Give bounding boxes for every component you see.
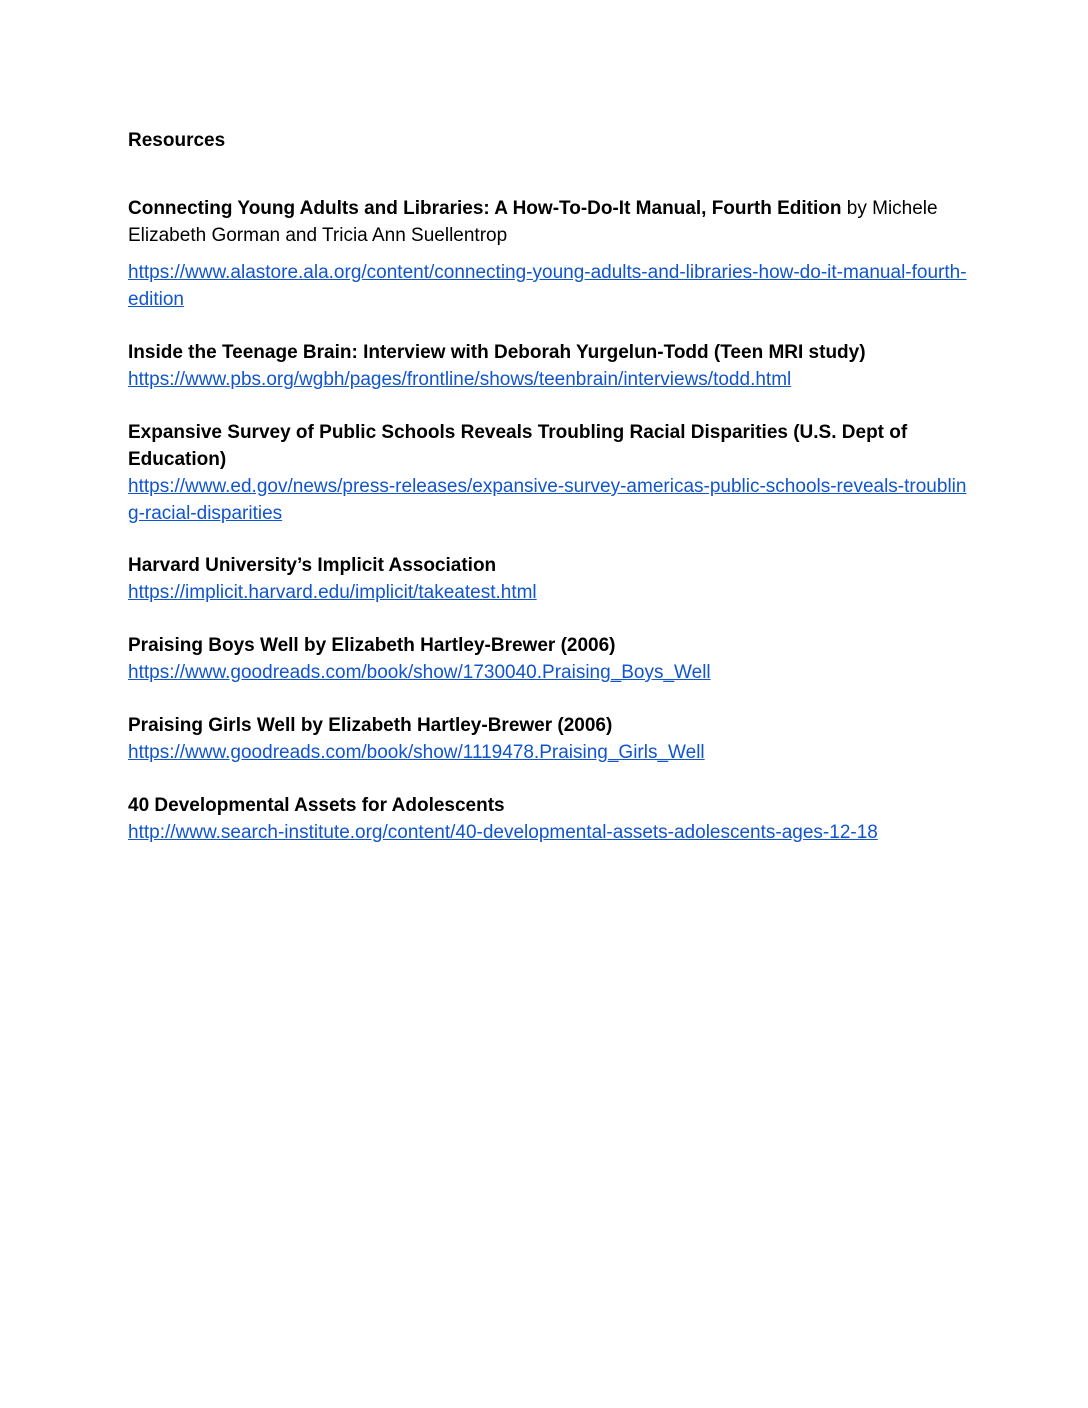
resource-link[interactable]: https://www.alastore.ala.org/content/connecting-young-adults-and-libraries-how-do-it-manual-fourth-edition bbox=[128, 262, 967, 310]
resource-title: Inside the Teenage Brain: Interview with Deborah Yurgelun-Todd (Teen MRI study) bbox=[128, 342, 866, 363]
resource-entry-3 bbox=[128, 419, 968, 527]
resource-link[interactable]: http://www.search-institute.org/content/40-developmental-assets-adolescents-ages-12-18 bbox=[128, 822, 878, 843]
document-page bbox=[128, 127, 968, 843]
resource-entry-2 bbox=[128, 339, 968, 393]
resource-link[interactable]: https://www.goodreads.com/book/show/1730040.Praising_Boys_Well bbox=[128, 662, 711, 683]
resource-entry-1 bbox=[128, 195, 968, 313]
resource-title: Connecting Young Adults and Libraries: A How-To-Do-It Manual, Fourth Edition by Michele Elizabeth Gorman and Tricia Ann Suellentrop bbox=[128, 198, 938, 246]
resource-title: 40 Developmental Assets for Adolescents bbox=[128, 795, 505, 816]
resource-entry-5 bbox=[128, 632, 968, 686]
resource-title: Praising Girls Well by Elizabeth Hartley-Brewer (2006) bbox=[128, 715, 613, 736]
resource-link[interactable]: https://www.ed.gov/news/press-releases/expansive-survey-americas-public-schools-reveals-troubling-racial-disparities bbox=[128, 476, 967, 524]
resource-title: Praising Boys Well by Elizabeth Hartley-Brewer (2006) bbox=[128, 635, 616, 656]
resource-entry-7 bbox=[128, 792, 968, 846]
resource-entry-6 bbox=[128, 712, 968, 766]
resource-title: Expansive Survey of Public Schools Reveals Troubling Racial Disparities (U.S. Dept of Education) bbox=[128, 422, 908, 470]
page-heading: Resources bbox=[128, 130, 226, 151]
resource-link[interactable]: https://www.pbs.org/wgbh/pages/frontline/shows/teenbrain/interviews/todd.html bbox=[128, 369, 792, 390]
resource-title: Harvard University’s Implicit Association bbox=[128, 555, 497, 576]
resource-entry-4 bbox=[128, 552, 968, 606]
resource-link[interactable]: https://www.goodreads.com/book/show/1119478.Praising_Girls_Well bbox=[128, 742, 705, 763]
resource-byline: by Michele Elizabeth Gorman and Tricia Ann Suellentrop bbox=[128, 198, 938, 246]
resource-link[interactable]: https://implicit.harvard.edu/implicit/takeatest.html bbox=[128, 582, 537, 603]
